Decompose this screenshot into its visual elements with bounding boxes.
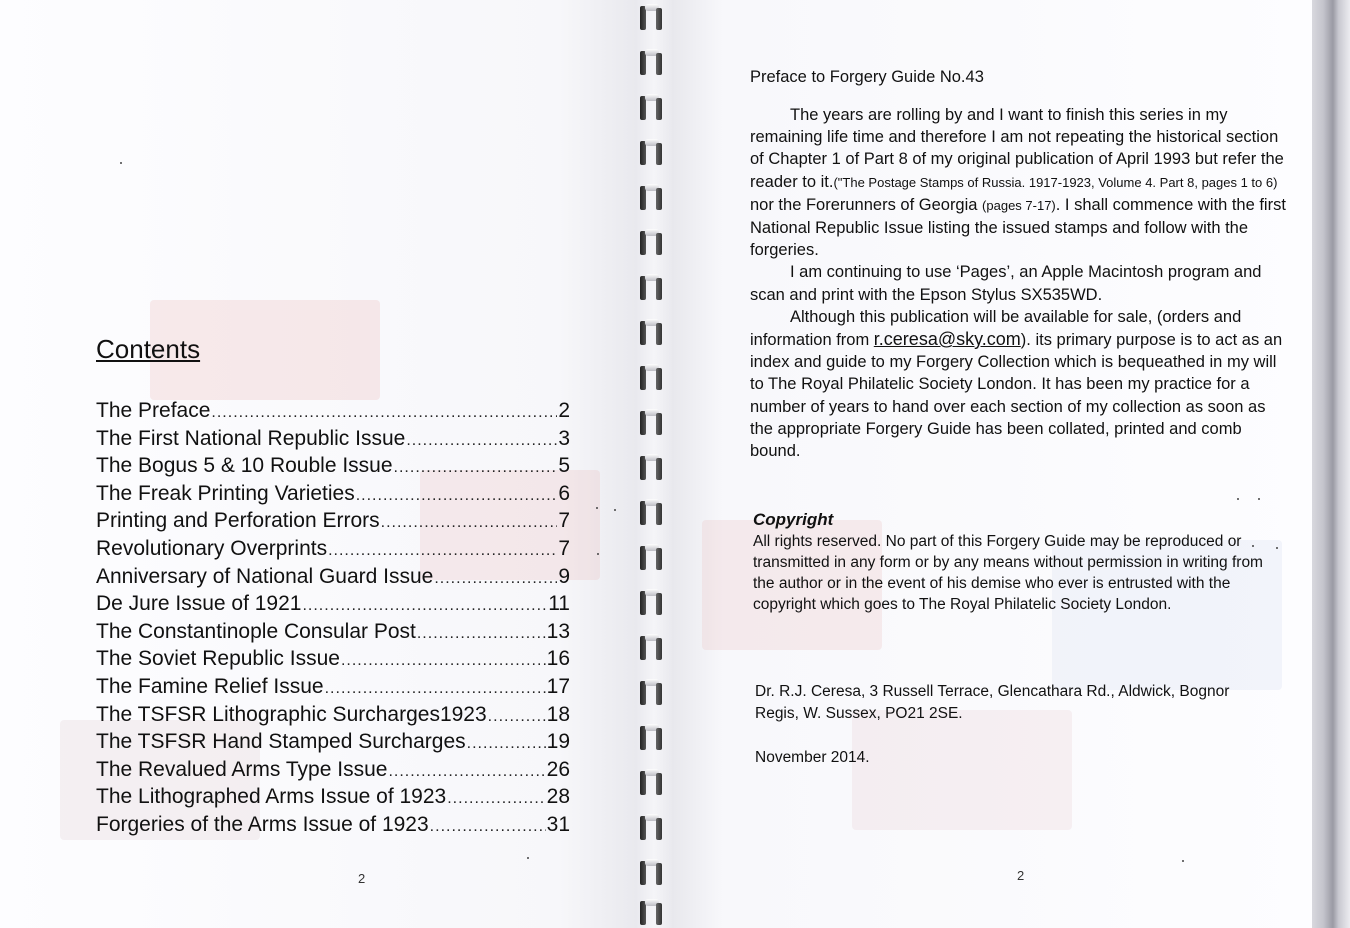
toc-entry: The TSFSR Hand Stamped Surcharges ..... 19 — [96, 728, 570, 756]
scan-speck — [1276, 547, 1278, 549]
author-address: Dr. R.J. Ceresa, 3 Russell Terrace, Glencathara Rd., Aldwick, Bognor Regis, W. Sussex, PO21 2SE. — [755, 683, 1230, 722]
toc-entry: The Famine Relief Issue ..... 17 — [96, 673, 570, 701]
email-link[interactable]: r.ceresa@sky.com — [873, 329, 1021, 350]
toc-entry: Anniversary of National Guard Issue ..... 9 — [96, 563, 570, 591]
book-edge — [1312, 0, 1350, 928]
scan-speck — [1258, 498, 1260, 500]
toc-entry: The First National Republic Issue ..... 3 — [96, 425, 570, 453]
toc-entry: The Constantinople Consular Post ..... 13 — [96, 618, 570, 646]
left-page — [0, 0, 636, 928]
preface-paragraph-1: The years are rolling by and I want to finish this series in my remaining life time and therefore I am not repeating the historical section of Chapter 1 of Part 8 of my original publication of April 1993 but refer the reader to it.("The Postage Stamps of Russia. 1917-1923, Volume 4. Part 8, pages 1 to 6) nor the Forerunners of Georgia (pages 7-17). I shall commence with the first National Republic Issue listing the issued stamps and follow with the forgeries. — [750, 106, 1286, 260]
spiral-binding — [636, 0, 672, 928]
scan-speck — [120, 162, 122, 164]
scan-speck — [596, 507, 598, 509]
toc-entry: The Freak Printing Varieties ..... 6 — [96, 480, 570, 508]
preface-body — [750, 104, 1290, 462]
left-page-number: 2 — [358, 871, 366, 886]
toc-entry: Forgeries of the Arms Issue of 1923 ..... 31 — [96, 811, 570, 839]
toc-entry: Revolutionary Overprints ..... 7 — [96, 535, 570, 563]
preface-paragraph-3: Although this publication will be available for sale, (orders and information from r.ceresa@sky.com). its primary purpose is to act as an index and guide to my Forgery Collection which is bequeathed in my will to The Royal Philatelic Society London. It has been my practice for a number of years to hand over each section of my collection as soon as the appropriate Forgery Guide has been collated, printed and comb bound. — [750, 307, 1283, 461]
toc-entry: The Revalued Arms Type Issue ..... 26 — [96, 756, 570, 784]
scan-speck — [1182, 860, 1184, 862]
toc-entry: Printing and Perforation Errors ..... 7 — [96, 507, 570, 535]
toc-entry: The Bogus 5 & 10 Rouble Issue ..... 5 — [96, 452, 570, 480]
scan-speck — [1237, 498, 1239, 500]
scan-speck — [597, 553, 599, 555]
right-page — [672, 0, 1312, 928]
publication-date: November 2014. — [755, 749, 870, 766]
toc-entry: The Preface ..... 2 — [96, 397, 570, 425]
toc-entry: The Lithographed Arms Issue of 1923 ..... 28 — [96, 783, 570, 811]
toc-entry: The Soviet Republic Issue ..... 16 — [96, 645, 570, 673]
toc-entry: De Jure Issue of 1921 ..... 11 — [96, 590, 570, 618]
table-of-contents — [96, 397, 570, 839]
copyright-text: All rights reserved. No part of this Forgery Guide may be reproduced or transmitted in any form or by any means without permission in writing from the author or in the event of his demise who ever is entrusted with the copyright which goes to The Royal Philatelic Society London. — [753, 533, 1263, 613]
contents-title: Contents — [96, 334, 201, 364]
scan-speck — [614, 509, 616, 511]
scan-speck — [527, 857, 529, 859]
toc-entry: The TSFSR Lithographic Surcharges1923 ..... 18 — [96, 701, 570, 729]
scan-speck — [1252, 545, 1254, 547]
right-page-number: 2 — [1017, 868, 1025, 883]
ghost-stamp-area — [852, 710, 1072, 830]
preface-paragraph-2: I am continuing to use ‘Pages’, an Apple Macintosh program and scan and print with the Epson Stylus SX535WD. — [750, 263, 1262, 304]
copyright-heading: Copyright — [753, 510, 834, 529]
preface-heading: Preface to Forgery Guide No.43 — [750, 68, 984, 86]
